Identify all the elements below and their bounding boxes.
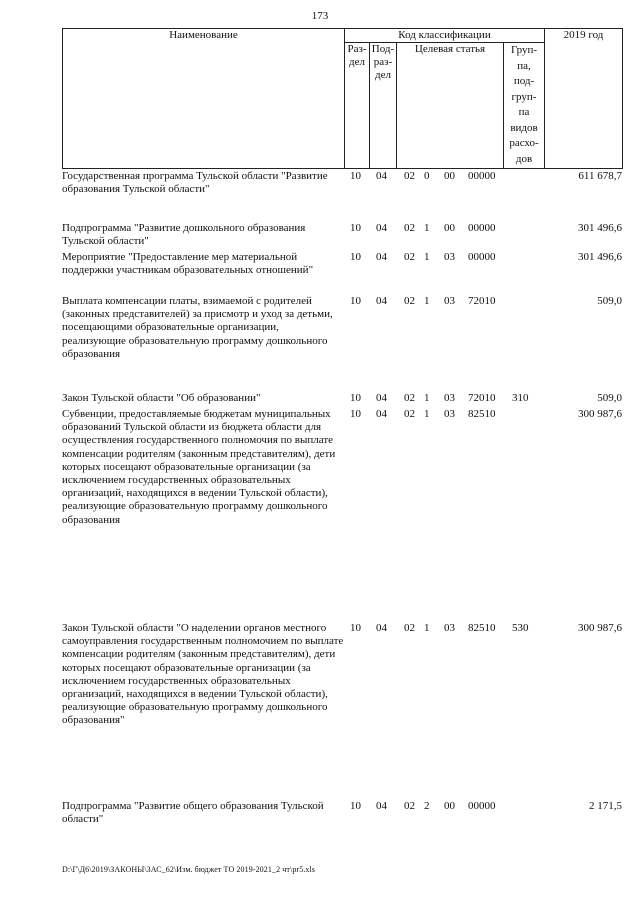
cell-sum: 2 171,5 <box>589 800 622 812</box>
table-row <box>62 295 622 392</box>
cell-pr: 04 <box>376 251 387 263</box>
table-body <box>62 170 622 840</box>
cell-pr: 04 <box>376 408 387 420</box>
row-name: Государственная программа Тульской области "Развитие образования Тульской области" <box>62 170 328 196</box>
cell-pr: 04 <box>376 170 387 182</box>
cell-c1: 02 <box>404 408 415 420</box>
header-razdel: Раз- дел <box>345 43 370 169</box>
row-name: Выплата компенсации платы, взимаемой с родителей (законных представителей) за присмотр и уход за детьми, посещающими образовательные организации, реализующие образовательную программу дошкольного образования <box>62 295 333 360</box>
table-row <box>62 800 622 840</box>
row-name: Подпрограмма "Развитие дошкольного образования Тульской области" <box>62 222 306 248</box>
table-row <box>62 392 622 408</box>
cell-c4: 72010 <box>468 392 496 404</box>
cell-c3: 03 <box>444 295 455 307</box>
header-target: Целевая статья <box>397 43 504 169</box>
table-row <box>62 251 622 295</box>
table-row <box>62 622 622 800</box>
file-path: D:\Г\Д6\2019\ЗАКОНЫ\ЗАС_62\Изм. бюджет ТО 2019-2021_2 чт\pr5.xls <box>62 865 316 874</box>
cell-c1: 02 <box>404 622 415 634</box>
cell-c2: 1 <box>424 408 430 420</box>
cell-r: 10 <box>350 170 361 182</box>
cell-c1: 02 <box>404 295 415 307</box>
table-row <box>62 222 622 251</box>
cell-c1: 02 <box>404 170 415 182</box>
cell-r: 10 <box>350 295 361 307</box>
header-name: Наименование <box>63 29 345 169</box>
cell-c2: 1 <box>424 251 430 263</box>
cell-r: 10 <box>350 392 361 404</box>
page-number: 173 <box>311 10 329 22</box>
cell-sum: 301 496,6 <box>578 251 622 263</box>
cell-vr: 530 <box>512 622 529 634</box>
cell-c4: 00000 <box>468 222 496 234</box>
cell-c1: 02 <box>404 251 415 263</box>
cell-pr: 04 <box>376 222 387 234</box>
cell-c2: 0 <box>424 170 430 182</box>
cell-c3: 00 <box>444 800 455 812</box>
cell-sum: 300 987,6 <box>578 408 622 420</box>
cell-c2: 1 <box>424 295 430 307</box>
row-name: Закон Тульской области "Об образовании" <box>62 392 261 404</box>
row-name: Подпрограмма "Развитие общего образования Тульской области" <box>62 800 324 826</box>
cell-c3: 03 <box>444 392 455 404</box>
cell-sum: 509,0 <box>597 392 622 404</box>
cell-c4: 00000 <box>468 251 496 263</box>
cell-r: 10 <box>350 408 361 420</box>
table-header <box>62 28 623 169</box>
header-year: 2019 год <box>545 29 623 169</box>
cell-c3: 00 <box>444 222 455 234</box>
header-podrazdel: Под- раз- дел <box>370 43 397 169</box>
header-group: Груп- па, под- груп- па видов расхо- дов <box>504 43 545 169</box>
cell-r: 10 <box>350 251 361 263</box>
cell-c3: 03 <box>444 251 455 263</box>
cell-pr: 04 <box>376 622 387 634</box>
cell-sum: 611 678,7 <box>578 170 622 182</box>
cell-c2: 2 <box>424 800 430 812</box>
cell-pr: 04 <box>376 800 387 812</box>
cell-pr: 04 <box>376 392 387 404</box>
cell-sum: 300 987,6 <box>578 622 622 634</box>
cell-c4: 82510 <box>468 622 496 634</box>
header-code-group: Код классификации <box>345 29 545 43</box>
cell-sum: 509,0 <box>597 295 622 307</box>
row-name: Мероприятие "Предоставление мер материальной поддержки участникам образовательных отношений" <box>62 251 314 277</box>
cell-pr: 04 <box>376 295 387 307</box>
row-name: Субвенции, предоставляемые бюджетам муниципальных образований Тульской области из бюджета области для осуществления государственного полномочия по выплате компенсации родителям (законным представителям), дети которых посещают образовательные организации (за исключением государственных образовательных организаций, находящихся в ведении Тульской области), реализующие образовательную программу дошкольного образования <box>62 408 336 526</box>
cell-c4: 72010 <box>468 295 496 307</box>
table-row <box>62 170 622 222</box>
table-row <box>62 408 622 622</box>
cell-c2: 1 <box>424 622 430 634</box>
cell-vr: 310 <box>512 392 529 404</box>
row-name: Закон Тульской области "О наделении органов местного самоуправления государственным полномочием по выплате компенсации родителям (законным представителям), дети которых посещают образовательные организации (за исключением государственных образовательных организаций, находящихся в ведении Тульской области), реализующие образовательную программу дошкольного образования" <box>62 622 344 727</box>
cell-r: 10 <box>350 800 361 812</box>
cell-c3: 03 <box>444 622 455 634</box>
cell-c1: 02 <box>404 222 415 234</box>
cell-r: 10 <box>350 622 361 634</box>
cell-c2: 1 <box>424 222 430 234</box>
cell-c4: 00000 <box>468 170 496 182</box>
cell-c3: 03 <box>444 408 455 420</box>
cell-c1: 02 <box>404 392 415 404</box>
cell-r: 10 <box>350 222 361 234</box>
cell-c1: 02 <box>404 800 415 812</box>
cell-sum: 301 496,6 <box>578 222 622 234</box>
cell-c2: 1 <box>424 392 430 404</box>
cell-c3: 00 <box>444 170 455 182</box>
cell-c4: 82510 <box>468 408 496 420</box>
cell-c4: 00000 <box>468 800 496 812</box>
